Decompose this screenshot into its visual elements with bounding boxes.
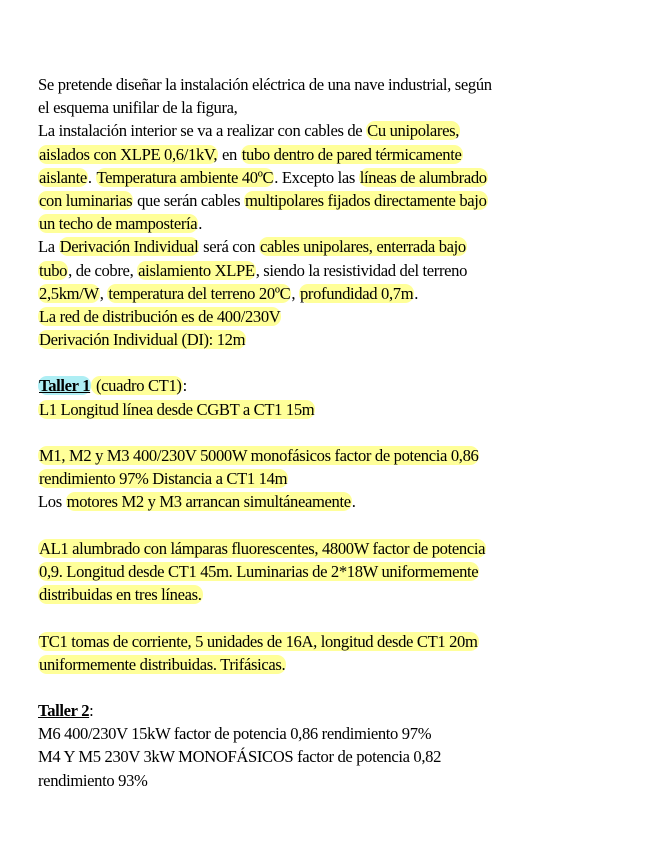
text-span: : xyxy=(182,376,187,396)
paragraph xyxy=(38,73,638,119)
text-line xyxy=(38,259,638,282)
text-line xyxy=(38,537,638,560)
text-span: M6 400/230V 15kW factor de potencia 0,86 rendimiento 97% xyxy=(38,724,432,744)
paragraph xyxy=(38,490,638,513)
highlighted-text: Temperatura ambiente 40ºC xyxy=(96,167,274,187)
text-span: . xyxy=(87,167,96,187)
text-line xyxy=(38,328,638,351)
text-span: Se pretende diseñar la instalación eléctrica de una nave industrial, según xyxy=(38,75,492,94)
highlighted-text: un techo de mampostería xyxy=(39,214,198,234)
text-span: Taller 2 xyxy=(38,701,90,721)
text-line xyxy=(38,444,638,467)
text-line xyxy=(38,745,638,768)
highlighted-text: uniformemente distribuidas. Trifásicas. xyxy=(39,654,286,674)
blank-line xyxy=(38,351,638,374)
text-line xyxy=(38,73,638,96)
text-span: que serán cables xyxy=(133,190,244,210)
text-line xyxy=(38,212,638,235)
highlighted-text: profundidad 0,7m xyxy=(299,283,414,303)
paragraph xyxy=(38,374,638,397)
highlighted-text: temperatura del terreno 20ºC xyxy=(108,283,291,303)
document-page xyxy=(38,73,638,792)
text-line xyxy=(38,166,638,189)
paragraph xyxy=(38,119,638,235)
text-span: en xyxy=(218,144,241,164)
text-span: : xyxy=(89,701,94,721)
blank-line xyxy=(38,606,638,629)
highlighted-text: aislante xyxy=(39,167,87,187)
text-span: M4 Y M5 230V 3kW MONOFÁSICOS factor de potencia 0,82 xyxy=(38,747,442,767)
highlighted-text: líneas de alumbrado xyxy=(359,167,487,187)
highlighted-text: rendimiento 97% Distancia a CT1 14m xyxy=(39,469,288,489)
highlighted-text: M1, M2 y M3 400/230V 5000W monofásicos factor de potencia 0,86 xyxy=(39,446,479,465)
highlighted-text: TC1 tomas de corriente, 5 unidades de 16A, longitud desde CT1 20m xyxy=(39,631,478,651)
text-line xyxy=(38,722,638,745)
highlighted-text: 2,5km/W xyxy=(39,283,99,303)
text-span: , de cobre, xyxy=(68,260,138,280)
text-span: , xyxy=(291,283,299,303)
highlighted-text: Derivación Individual xyxy=(59,237,199,257)
text-span: , siendo la resistividad del terreno xyxy=(255,260,468,280)
text-line xyxy=(38,374,638,397)
paragraph xyxy=(38,537,638,607)
text-span: rendimiento 93% xyxy=(38,770,148,790)
text-span: será con xyxy=(199,237,259,257)
paragraph xyxy=(38,235,638,305)
text-span: Los xyxy=(38,492,66,512)
highlighted-text: (cuadro CT1) xyxy=(92,376,182,396)
text-span: La instalación interior se va a realizar con cables de xyxy=(38,121,367,141)
text-line xyxy=(38,467,638,490)
text-line xyxy=(38,653,638,676)
highlighted-text: AL1 alumbrado con lámparas fluorescentes, 4800W factor de potencia xyxy=(39,538,486,558)
blank-line xyxy=(38,421,638,444)
highlighted-text: L1 Longitud línea desde CGBT a CT1 15m xyxy=(39,399,315,419)
text-span: . xyxy=(198,214,203,234)
highlighted-text: distribuidas en tres líneas. xyxy=(39,585,202,605)
paragraph xyxy=(38,444,638,490)
text-span: el esquema unifilar de la figura, xyxy=(38,98,238,118)
blank-line xyxy=(38,514,638,537)
text-line xyxy=(38,560,638,583)
highlighted-text: Taller 1 xyxy=(39,376,91,396)
highlighted-text: cables unipolares, enterrada bajo xyxy=(259,237,466,257)
text-line xyxy=(38,583,638,606)
text-span: . Excepto las xyxy=(274,167,359,187)
text-line xyxy=(38,282,638,305)
highlighted-text: tubo xyxy=(39,260,68,280)
paragraph xyxy=(38,630,638,676)
paragraph xyxy=(38,398,638,421)
text-line xyxy=(38,189,638,212)
paragraph xyxy=(38,305,638,328)
highlighted-text: multipolares fijados directamente bajo xyxy=(245,190,487,210)
highlighted-text: aislamiento XLPE xyxy=(138,260,255,280)
highlighted-text: tubo dentro de pared térmicamente xyxy=(241,144,462,164)
text-line xyxy=(38,490,638,513)
text-line xyxy=(38,96,638,119)
highlighted-text: 0,9. Longitud desde CT1 45m. Luminarias de 2*18W uniformemente xyxy=(39,561,479,581)
text-line xyxy=(38,769,638,792)
highlighted-text: aislados con XLPE 0,6/1kV, xyxy=(39,144,218,164)
highlighted-text: motores M2 y M3 arrancan simultáneamente xyxy=(66,492,351,512)
text-line xyxy=(38,630,638,653)
highlighted-text: Cu unipolares, xyxy=(367,121,460,141)
paragraph xyxy=(38,328,638,351)
text-line xyxy=(38,699,638,722)
text-span: La xyxy=(38,237,59,257)
text-line xyxy=(38,398,638,421)
highlighted-text: con luminarias xyxy=(39,190,133,210)
text-span: . xyxy=(351,492,356,512)
text-line xyxy=(38,305,638,328)
paragraph xyxy=(38,699,638,722)
text-span: , xyxy=(99,283,108,303)
text-line xyxy=(38,143,638,166)
text-span: . xyxy=(414,283,419,303)
text-line xyxy=(38,119,638,142)
blank-line xyxy=(38,676,638,699)
text-line xyxy=(38,235,638,258)
highlighted-text: Derivación Individual (DI): 12m xyxy=(39,330,246,350)
paragraph xyxy=(38,745,638,791)
paragraph xyxy=(38,722,638,745)
highlighted-text: La red de distribución es de 400/230V xyxy=(39,306,281,326)
